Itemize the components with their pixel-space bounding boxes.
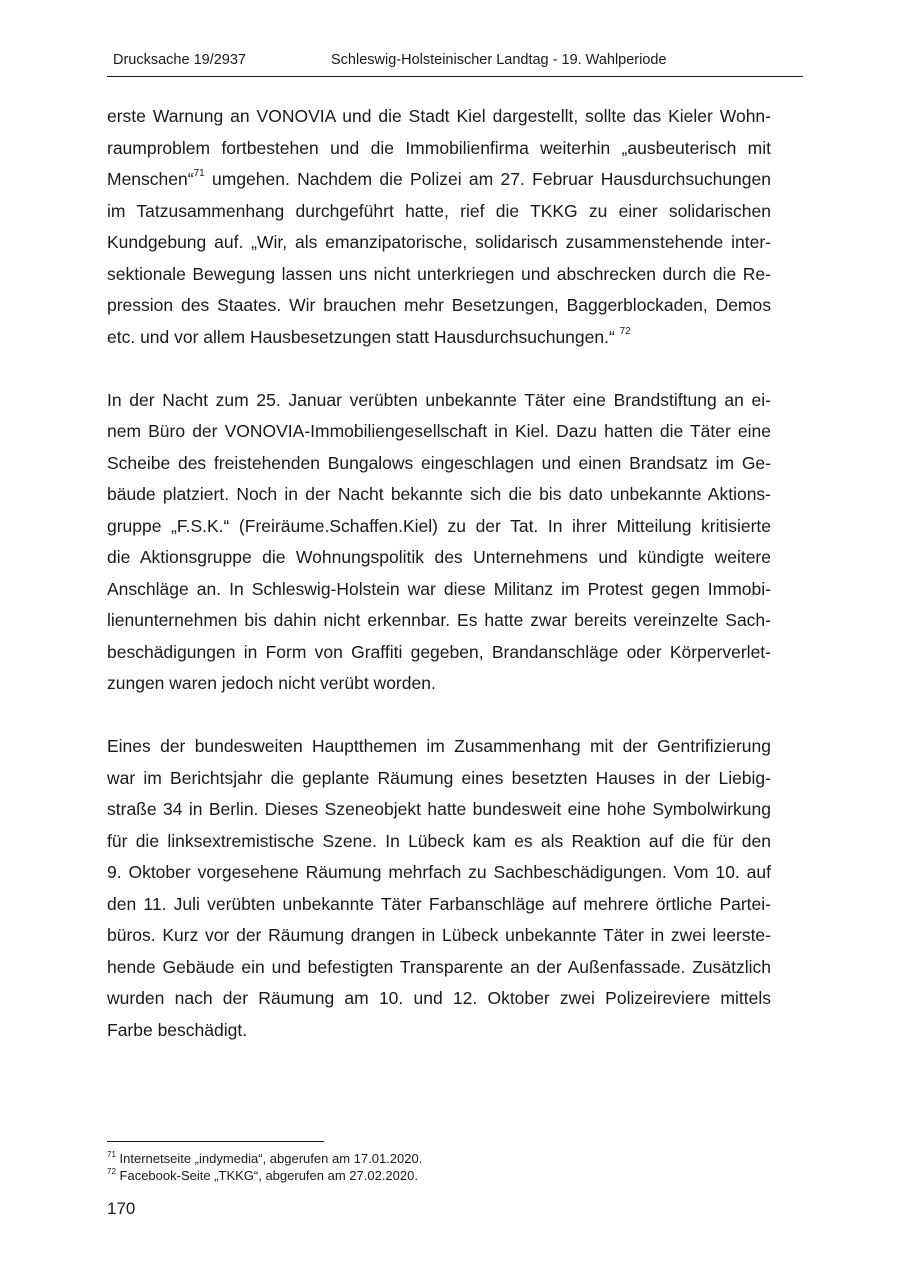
text-line: hende Gebäude ein und befestigten Transparente an der Außenfassade. Zusätzlich	[107, 956, 771, 977]
text-line: sektionale Bewegung lassen uns nicht unterkriegen und abschrecken durch die Re-	[107, 263, 771, 284]
text-line	[107, 322, 771, 354]
footnote-divider	[107, 1141, 324, 1142]
text-line: gruppe „F.S.K.“ (Freiräume.Schaffen.Kiel) zu der Tat. In ihrer Mitteilung kritisierte	[107, 515, 771, 536]
footnotes	[107, 1150, 422, 1184]
footnote-number: 72	[107, 1166, 116, 1176]
paragraph	[107, 101, 771, 353]
text-line: büros. Kurz vor der Räumung drangen in Lübeck unbekannte Täter in zwei leerste-	[107, 925, 771, 945]
page-number: 170	[107, 1199, 136, 1218]
parliament-title: Schleswig-Holsteinischer Landtag - 19. Wahlperiode	[331, 52, 667, 68]
footnote-number: 71	[107, 1149, 116, 1159]
text-segment: umgehen. Nachdem die Polizei am 27. Februar Hausdurchsuchungen	[204, 169, 771, 189]
document-number: Drucksache 19/2937	[113, 52, 246, 68]
text-line: wurden nach der Räumung am 10. und 12. Oktober zwei Polizeireviere mittels	[107, 988, 771, 1008]
text-line: nem Büro der VONOVIA-Immobiliengesellschaft in Kiel. Dazu hatten die Täter eine	[107, 421, 771, 441]
footnote-text: Facebook-Seite „TKKG“, abgerufen am 27.02.2020.	[115, 1168, 418, 1183]
text-line: beschädigungen in Form von Graffiti gegeben, Brandanschläge oder Körperverlet-	[107, 641, 771, 662]
text-line: In der Nacht zum 25. Januar verübten unbekannte Täter eine Brandstiftung an ei-	[107, 389, 771, 410]
text-line: für die linksextremistische Szene. In Lübeck kam es als Reaktion auf die für den	[107, 830, 771, 851]
paragraph	[107, 731, 771, 1046]
text-line: zungen waren jedoch nicht verübt worden.	[107, 673, 436, 693]
text-line: Kundgebung auf. „Wir, als emanzipatorische, solidarisch zusammenstehende inter-	[107, 232, 771, 252]
text-line: pression des Staates. Wir brauchen mehr Besetzungen, Baggerblockaden, Demos	[107, 295, 771, 315]
text-line: im Tatzusammenhang durchgeführt hatte, rief die TKKG zu einer solidarischen	[107, 200, 771, 221]
body-text	[107, 101, 771, 1078]
text-line: 9. Oktober vorgesehene Räumung mehrfach zu Sachbeschädigungen. Vom 10. auf	[107, 862, 771, 882]
footnote-ref-71[interactable]: 71	[193, 168, 205, 180]
text-line: bäude platziert. Noch in der Nacht bekannte sich die bis dato unbekannte Aktions-	[107, 484, 771, 504]
text-line: erste Warnung an VONOVIA und die Stadt Kiel dargestellt, sollte das Kieler Wohn-	[107, 106, 771, 126]
text-line: lienunternehmen bis dahin nicht erkennbar. Es hatte zwar bereits vereinzelte Sach-	[107, 610, 771, 630]
footnote-text: Internetseite „indymedia“, abgerufen am 17.01.2020.	[115, 1151, 423, 1166]
text-segment: Menschen“	[107, 169, 194, 189]
text-line: den 11. Juli verübten unbekannte Täter Farbanschläge auf mehrere örtliche Partei-	[107, 893, 771, 914]
footnote-71	[107, 1150, 422, 1167]
text-line: raumproblem fortbestehen und die Immobilienfirma weiterhin „ausbeuterisch mit	[107, 137, 771, 158]
text-line: straße 34 in Berlin. Dieses Szeneobjekt hatte bundesweit eine hohe Symbolwirkung	[107, 799, 771, 819]
text-line: war im Berichtsjahr die geplante Räumung eines besetzten Hauses in der Liebig-	[107, 767, 771, 788]
text-line: Eines der bundesweiten Hauptthemen im Zusammenhang mit der Gentrifizierung	[107, 736, 771, 756]
text-line: Scheibe des freistehenden Bungalows eingeschlagen und einen Brandsatz im Ge-	[107, 452, 771, 473]
text-line: Farbe beschädigt.	[107, 1019, 248, 1040]
text-line: Anschläge an. In Schleswig-Holstein war diese Militanz im Protest gegen Immobi-	[107, 578, 771, 599]
text-segment: etc. und vor allem Hausbesetzungen statt Hausdurchsuchungen.“	[107, 326, 620, 347]
text-line: die Aktionsgruppe die Wohnungspolitik des Unternehmens und kündigte weitere	[107, 547, 771, 567]
footnote-72	[107, 1167, 422, 1184]
footnote-ref-72[interactable]: 72	[619, 325, 631, 337]
page-header	[107, 52, 803, 77]
text-line	[107, 164, 771, 196]
paragraph	[107, 385, 771, 700]
